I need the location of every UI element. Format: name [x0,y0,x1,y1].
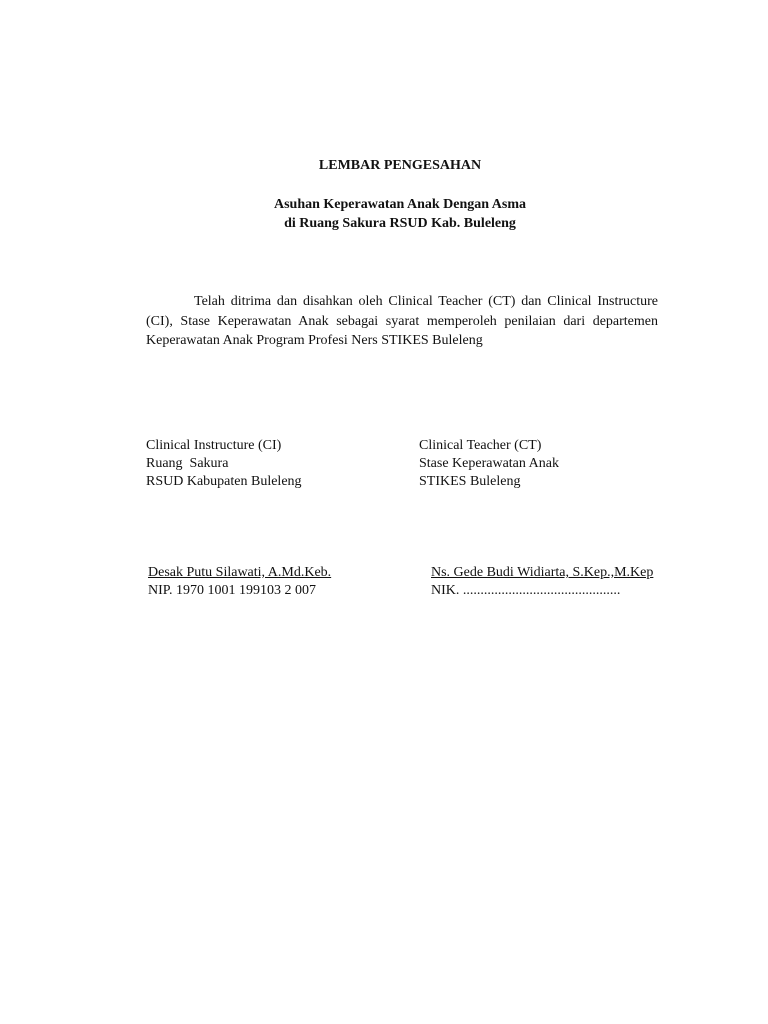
ct-name: Ns. Gede Budi Widiarta, S.Kep.,M.Kep [431,565,654,580]
ct-signature-header [419,437,559,491]
subtitle-line-2: di Ruang Sakura RSUD Kab. Buleleng [284,216,516,231]
document-subtitle [0,195,768,233]
approval-statement [146,292,658,351]
ct-role: Clinical Teacher (CT) [419,438,542,453]
ct-institution: STIKES Buleleng [419,474,521,489]
ci-institution: RSUD Kabupaten Buleleng [146,474,302,489]
page-title: LEMBAR PENGESAHAN [318,158,482,173]
ct-unit: Stase Keperawatan Anak [419,456,559,471]
subtitle-line-1: Asuhan Keperawatan Anak Dengan Asma [273,197,527,212]
ci-nip: NIP. 1970 1001 199103 2 007 [148,583,317,598]
ci-unit: Ruang Sakura [146,456,229,471]
ct-nik: NIK. ............................................. [431,583,621,598]
ct-signatory [431,564,653,600]
ci-signatory [148,564,331,600]
ci-signature-header [146,437,302,491]
approval-paragraph: Telah ditrima dan disahkan oleh Clinical Teacher (CT) dan Clinical Instructure (CI), Stase Keperawatan Anak sebagai syarat memperoleh penilaian dari departemen Keperawatan Anak Program Profesi Ners STIKES Buleleng [146,294,658,348]
ci-name: Desak Putu Silawati, A.Md.Keb. [148,565,332,580]
ci-role: Clinical Instructure (CI) [146,438,282,453]
